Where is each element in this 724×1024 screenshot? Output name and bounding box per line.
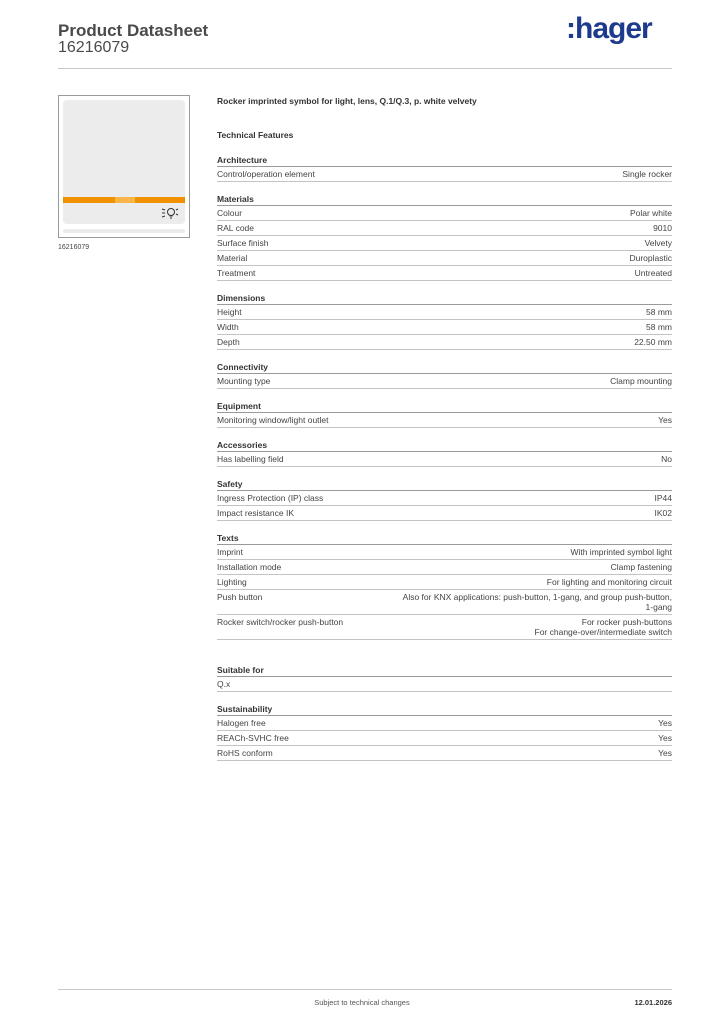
spec-key: Halogen free bbox=[217, 718, 266, 728]
header-divider bbox=[58, 68, 672, 69]
spec-section bbox=[217, 292, 672, 350]
spec-row bbox=[217, 452, 672, 467]
spec-key: Control/operation element bbox=[217, 169, 315, 179]
spec-key: Surface finish bbox=[217, 238, 269, 248]
spec-value: For rocker push-buttons For change-over/intermediate switch bbox=[534, 617, 672, 637]
footer-divider bbox=[58, 989, 672, 990]
spec-row bbox=[217, 575, 672, 590]
spec-row bbox=[217, 731, 672, 746]
spec-value: IP44 bbox=[654, 493, 672, 503]
section-title: Architecture bbox=[217, 154, 672, 167]
spec-key: Rocker switch/rocker push-button bbox=[217, 617, 344, 627]
section-title: Safety bbox=[217, 478, 672, 491]
spec-row bbox=[217, 266, 672, 281]
spec-section bbox=[217, 400, 672, 428]
spec-key: RoHS conform bbox=[217, 748, 273, 758]
spec-section bbox=[217, 361, 672, 389]
spec-row bbox=[217, 221, 672, 236]
spec-key: RAL code bbox=[217, 223, 255, 233]
spec-value: No bbox=[661, 454, 672, 464]
spec-key: Depth bbox=[217, 337, 240, 347]
spec-section bbox=[217, 439, 672, 467]
spec-value: Velvety bbox=[644, 238, 672, 248]
spec-value: 22.50 mm bbox=[634, 337, 672, 347]
spec-key: Imprint bbox=[217, 547, 243, 557]
spec-row bbox=[217, 167, 672, 182]
spec-row bbox=[217, 545, 672, 560]
product-title: Rocker imprinted symbol for light, lens, Q.1/Q.3, p. white velvety bbox=[217, 96, 477, 106]
spec-row bbox=[217, 251, 672, 266]
section-title: Materials bbox=[217, 193, 672, 206]
section-title: Sustainability bbox=[217, 703, 672, 716]
spec-key: Impact resistance IK bbox=[217, 508, 295, 518]
features-heading: Technical Features bbox=[217, 130, 294, 140]
spec-key: Has labelling field bbox=[217, 454, 284, 464]
spec-row bbox=[217, 560, 672, 575]
spec-row bbox=[217, 615, 672, 640]
section-title: Texts bbox=[217, 532, 672, 545]
spec-row bbox=[217, 320, 672, 335]
spec-key: REACh-SVHC free bbox=[217, 733, 289, 743]
spec-key: Q.x bbox=[217, 679, 231, 689]
spec-row bbox=[217, 677, 672, 692]
section-title: Suitable for bbox=[217, 664, 672, 677]
spec-key: Colour bbox=[217, 208, 243, 218]
section-title: Equipment bbox=[217, 400, 672, 413]
spec-key: Lighting bbox=[217, 577, 247, 587]
spec-content bbox=[217, 95, 672, 761]
hager-logo: :hager bbox=[566, 12, 652, 45]
spec-key: Mounting type bbox=[217, 376, 271, 386]
spec-value: Single rocker bbox=[622, 169, 672, 179]
spec-key: Width bbox=[217, 322, 239, 332]
rocker-face bbox=[63, 100, 185, 224]
spec-key: Installation mode bbox=[217, 562, 282, 572]
spec-section bbox=[217, 664, 672, 692]
lens-highlight bbox=[115, 197, 135, 203]
spec-section bbox=[217, 532, 672, 640]
spec-section bbox=[217, 478, 672, 521]
image-caption: 16216079 bbox=[58, 244, 90, 251]
spec-sections bbox=[217, 154, 672, 761]
spec-key: Height bbox=[217, 307, 242, 317]
spec-value: Yes bbox=[658, 415, 672, 425]
spec-row bbox=[217, 206, 672, 221]
spec-key: Material bbox=[217, 253, 248, 263]
section-title: Connectivity bbox=[217, 361, 672, 374]
spec-value: Polar white bbox=[629, 208, 672, 218]
spec-row bbox=[217, 413, 672, 428]
spec-row bbox=[217, 236, 672, 251]
spec-value: With imprinted symbol light bbox=[570, 547, 672, 557]
spec-row bbox=[217, 374, 672, 389]
spec-value: Duroplastic bbox=[629, 253, 672, 263]
light-bulb-icon bbox=[161, 207, 179, 222]
spec-value: Clamp mounting bbox=[610, 376, 672, 386]
spec-section bbox=[217, 154, 672, 182]
spec-row bbox=[217, 335, 672, 350]
product-number: 16216079 bbox=[58, 39, 130, 56]
spec-key: Push button bbox=[217, 592, 263, 602]
page-title: Product Datasheet bbox=[58, 21, 209, 40]
section-title: Dimensions bbox=[217, 292, 672, 305]
spec-value: Also for KNX applications: push-button, 1-gang, and group push-button, 1-gang bbox=[402, 592, 672, 612]
rocker-bottom-edge bbox=[63, 229, 185, 233]
spec-value: IK02 bbox=[654, 508, 672, 518]
spec-value: Yes bbox=[658, 718, 672, 728]
spec-value: 58 mm bbox=[646, 322, 672, 332]
footer-note: Subject to technical changes bbox=[314, 998, 410, 1007]
spec-section bbox=[217, 193, 672, 281]
spec-key: Ingress Protection (IP) class bbox=[217, 493, 324, 503]
section-title: Accessories bbox=[217, 439, 672, 452]
spec-row bbox=[217, 305, 672, 320]
spec-section bbox=[217, 703, 672, 761]
spec-value: Yes bbox=[658, 733, 672, 743]
footer-date: 12.01.2026 bbox=[634, 998, 672, 1007]
spec-value: 58 mm bbox=[646, 307, 672, 317]
spec-row bbox=[217, 746, 672, 761]
spec-value: For lighting and monitoring circuit bbox=[546, 577, 672, 587]
spec-value: Clamp fastening bbox=[610, 562, 672, 572]
spec-row bbox=[217, 716, 672, 731]
spec-value: Yes bbox=[658, 748, 672, 758]
spec-row bbox=[217, 491, 672, 506]
spec-key: Monitoring window/light outlet bbox=[217, 415, 329, 425]
spec-value: Untreated bbox=[634, 268, 672, 278]
spec-value: 9010 bbox=[653, 223, 672, 233]
product-image bbox=[58, 95, 190, 238]
spec-row bbox=[217, 506, 672, 521]
spec-row bbox=[217, 590, 672, 615]
spec-key: Treatment bbox=[217, 268, 256, 278]
